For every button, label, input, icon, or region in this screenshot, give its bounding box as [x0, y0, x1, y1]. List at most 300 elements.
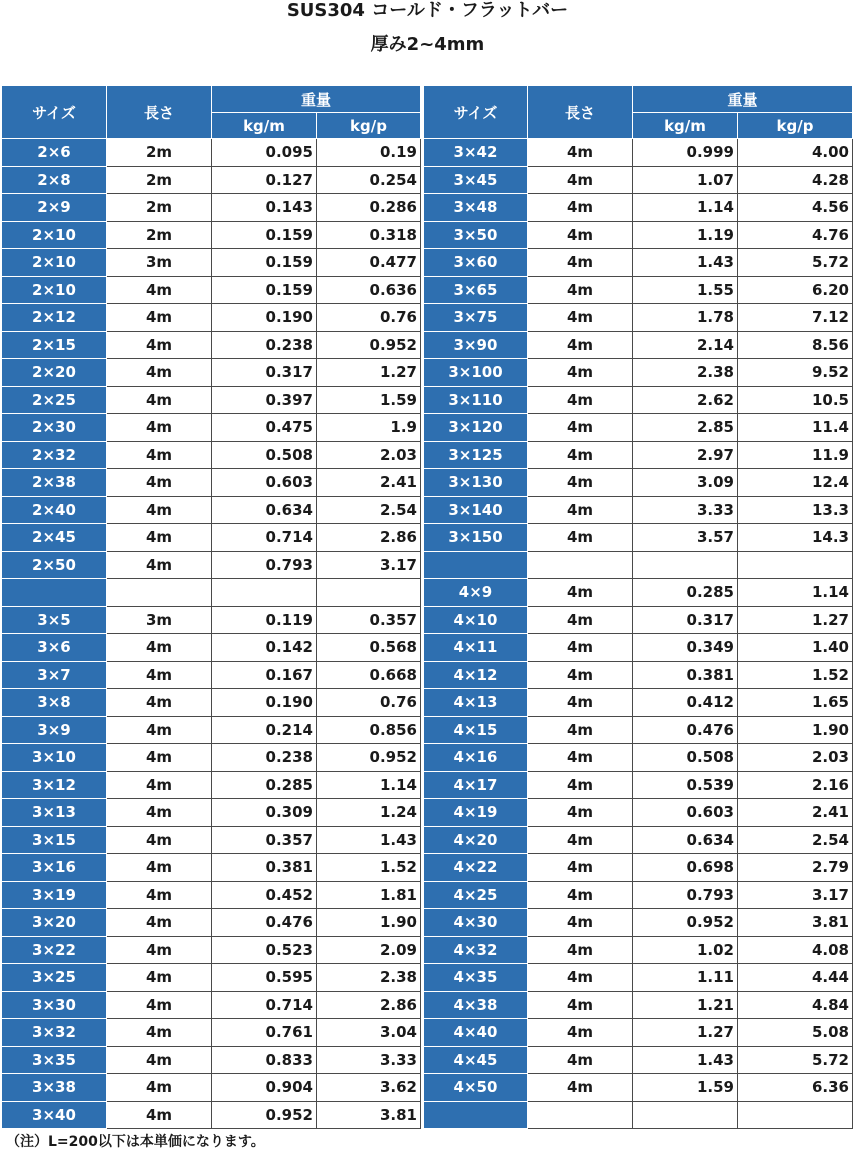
length-cell: 4m	[107, 771, 212, 799]
size-cell: 4×50	[424, 1074, 528, 1102]
length-cell: 4m	[528, 799, 633, 827]
table-row	[424, 964, 853, 992]
kg-per-piece-cell: 1.52	[317, 854, 421, 882]
length-cell: 4m	[107, 414, 212, 442]
kg-per-m-cell: 0.475	[212, 414, 317, 442]
length-cell: 4m	[107, 551, 212, 579]
kg-per-m-cell: 0.095	[212, 139, 317, 167]
table-row	[2, 964, 421, 992]
kg-per-m-cell: 0.634	[633, 826, 738, 854]
kg-per-m-cell: 0.603	[212, 469, 317, 497]
size-cell: 2×30	[2, 414, 107, 442]
price-table-left	[1, 85, 421, 1129]
length-cell: 4m	[528, 1046, 633, 1074]
table-row	[424, 854, 853, 882]
kg-per-piece-cell: 1.65	[738, 689, 853, 717]
kg-per-m-cell: 0.159	[212, 221, 317, 249]
kg-per-m-cell: 1.11	[633, 964, 738, 992]
kg-per-piece-cell: 3.04	[317, 1019, 421, 1047]
kg-per-piece-cell: 0.76	[317, 689, 421, 717]
header-kg-per-m: kg/m	[212, 113, 317, 139]
kg-per-m-cell: 1.43	[633, 249, 738, 277]
length-cell: 4m	[528, 991, 633, 1019]
kg-per-m-cell: 0.285	[212, 771, 317, 799]
length-cell: 4m	[107, 936, 212, 964]
kg-per-piece-cell	[317, 579, 421, 607]
kg-per-piece-cell	[738, 1101, 853, 1129]
length-cell: 4m	[107, 469, 212, 497]
length-cell: 4m	[107, 496, 212, 524]
size-cell: 4×45	[424, 1046, 528, 1074]
length-cell: 4m	[107, 441, 212, 469]
kg-per-m-cell: 1.07	[633, 166, 738, 194]
kg-per-piece-cell: 0.19	[317, 139, 421, 167]
length-cell: 4m	[528, 166, 633, 194]
size-cell: 2×8	[2, 166, 107, 194]
size-cell: 3×16	[2, 854, 107, 882]
length-cell: 4m	[107, 331, 212, 359]
kg-per-m-cell: 2.14	[633, 331, 738, 359]
table-row	[2, 799, 421, 827]
table-row	[2, 606, 421, 634]
kg-per-piece-cell: 11.4	[738, 414, 853, 442]
table-row	[2, 331, 421, 359]
size-cell: 2×10	[2, 249, 107, 277]
length-cell: 2m	[107, 139, 212, 167]
table-row	[424, 194, 853, 222]
table-row	[2, 359, 421, 387]
size-cell: 3×40	[2, 1101, 107, 1129]
kg-per-m-cell: 2.62	[633, 386, 738, 414]
kg-per-piece-cell: 6.36	[738, 1074, 853, 1102]
kg-per-m-cell: 0.999	[633, 139, 738, 167]
table-row	[424, 771, 853, 799]
table-row	[2, 854, 421, 882]
kg-per-piece-cell: 0.477	[317, 249, 421, 277]
table-row	[424, 524, 853, 552]
kg-per-m-cell: 0.904	[212, 1074, 317, 1102]
length-cell: 2m	[107, 221, 212, 249]
kg-per-m-cell: 2.38	[633, 359, 738, 387]
size-cell: 3×20	[2, 909, 107, 937]
header-weight: 重量	[633, 86, 853, 113]
size-cell: 3×125	[424, 441, 528, 469]
length-cell: 4m	[528, 139, 633, 167]
kg-per-piece-cell: 4.08	[738, 936, 853, 964]
kg-per-m-cell: 1.59	[633, 1074, 738, 1102]
size-cell: 3×22	[2, 936, 107, 964]
length-cell: 4m	[107, 881, 212, 909]
kg-per-piece-cell: 14.3	[738, 524, 853, 552]
kg-per-m-cell: 0.159	[212, 249, 317, 277]
table-row	[2, 936, 421, 964]
kg-per-piece-cell: 0.76	[317, 304, 421, 332]
kg-per-m-cell: 0.127	[212, 166, 317, 194]
kg-per-piece-cell: 5.08	[738, 1019, 853, 1047]
size-cell: 4×25	[424, 881, 528, 909]
size-cell: 4×11	[424, 634, 528, 662]
table-row	[2, 881, 421, 909]
table-row	[2, 414, 421, 442]
length-cell: 4m	[528, 249, 633, 277]
kg-per-piece-cell: 9.52	[738, 359, 853, 387]
length-cell: 4m	[107, 1101, 212, 1129]
kg-per-piece-cell: 8.56	[738, 331, 853, 359]
kg-per-piece-cell: 7.12	[738, 304, 853, 332]
kg-per-m-cell: 0.508	[633, 744, 738, 772]
table-row	[424, 991, 853, 1019]
size-cell: 3×60	[424, 249, 528, 277]
kg-per-m-cell: 0.793	[212, 551, 317, 579]
size-cell: 2×6	[2, 139, 107, 167]
length-cell: 4m	[528, 661, 633, 689]
length-cell: 4m	[528, 716, 633, 744]
kg-per-piece-cell: 1.27	[317, 359, 421, 387]
length-cell: 4m	[528, 331, 633, 359]
kg-per-piece-cell: 2.41	[317, 469, 421, 497]
table-row	[2, 551, 421, 579]
size-cell: 2×10	[2, 276, 107, 304]
kg-per-m-cell: 1.21	[633, 991, 738, 1019]
table-row	[424, 634, 853, 662]
kg-per-piece-cell: 2.54	[317, 496, 421, 524]
kg-per-piece-cell: 1.24	[317, 799, 421, 827]
kg-per-m-cell	[212, 579, 317, 607]
table-row	[424, 414, 853, 442]
page-title: SUS304 コールド・フラットバー	[286, 0, 569, 21]
length-cell: 4m	[528, 386, 633, 414]
length-cell: 4m	[107, 1046, 212, 1074]
kg-per-piece-cell: 1.59	[317, 386, 421, 414]
size-cell: 3×6	[2, 634, 107, 662]
kg-per-m-cell: 2.97	[633, 441, 738, 469]
size-cell: 4×35	[424, 964, 528, 992]
length-cell: 4m	[107, 661, 212, 689]
kg-per-piece-cell: 1.14	[317, 771, 421, 799]
table-row	[424, 799, 853, 827]
length-cell: 4m	[107, 1074, 212, 1102]
size-cell: 4×22	[424, 854, 528, 882]
size-cell: 4×12	[424, 661, 528, 689]
length-cell: 4m	[107, 386, 212, 414]
kg-per-m-cell: 0.634	[212, 496, 317, 524]
table-row	[2, 1046, 421, 1074]
header-weight: 重量	[212, 86, 421, 113]
kg-per-m-cell: 0.317	[212, 359, 317, 387]
table-row	[424, 166, 853, 194]
kg-per-m-cell: 0.476	[633, 716, 738, 744]
kg-per-piece-cell: 0.318	[317, 221, 421, 249]
table-row	[2, 1101, 421, 1129]
kg-per-piece-cell: 1.90	[738, 716, 853, 744]
length-cell	[528, 1101, 633, 1129]
length-cell: 4m	[528, 634, 633, 662]
size-cell: 3×65	[424, 276, 528, 304]
size-cell: 3×100	[424, 359, 528, 387]
kg-per-m-cell: 0.412	[633, 689, 738, 717]
kg-per-piece-cell	[738, 551, 853, 579]
kg-per-m-cell: 0.793	[633, 881, 738, 909]
table-row	[2, 1074, 421, 1102]
table-row	[424, 744, 853, 772]
size-cell: 3×12	[2, 771, 107, 799]
table-row	[424, 496, 853, 524]
kg-per-m-cell: 3.57	[633, 524, 738, 552]
header-length: 長さ	[107, 86, 212, 139]
kg-per-m-cell: 0.159	[212, 276, 317, 304]
kg-per-m-cell: 0.119	[212, 606, 317, 634]
header-kg-per-m: kg/m	[633, 113, 738, 139]
size-cell: 4×40	[424, 1019, 528, 1047]
kg-per-piece-cell: 13.3	[738, 496, 853, 524]
table-row	[424, 936, 853, 964]
size-cell	[2, 579, 107, 607]
kg-per-m-cell: 0.476	[212, 909, 317, 937]
size-cell: 4×20	[424, 826, 528, 854]
table-row	[2, 689, 421, 717]
size-cell: 4×13	[424, 689, 528, 717]
price-table-right	[423, 85, 853, 1129]
length-cell: 4m	[528, 1074, 633, 1102]
table-row	[2, 634, 421, 662]
size-cell: 3×35	[2, 1046, 107, 1074]
kg-per-m-cell: 0.761	[212, 1019, 317, 1047]
kg-per-m-cell: 1.43	[633, 1046, 738, 1074]
kg-per-piece-cell: 0.636	[317, 276, 421, 304]
kg-per-piece-cell: 1.27	[738, 606, 853, 634]
length-cell: 4m	[107, 799, 212, 827]
kg-per-piece-cell: 1.52	[738, 661, 853, 689]
length-cell: 4m	[107, 634, 212, 662]
kg-per-piece-cell: 3.81	[317, 1101, 421, 1129]
header-length: 長さ	[528, 86, 633, 139]
kg-per-m-cell: 0.167	[212, 661, 317, 689]
length-cell: 4m	[107, 854, 212, 882]
kg-per-piece-cell: 3.81	[738, 909, 853, 937]
table-row	[2, 469, 421, 497]
kg-per-piece-cell: 1.14	[738, 579, 853, 607]
length-cell: 4m	[528, 221, 633, 249]
size-cell: 2×10	[2, 221, 107, 249]
size-cell: 4×15	[424, 716, 528, 744]
kg-per-m-cell: 0.714	[212, 991, 317, 1019]
kg-per-m-cell: 3.33	[633, 496, 738, 524]
table-row	[2, 744, 421, 772]
length-cell: 4m	[528, 744, 633, 772]
table-row	[424, 441, 853, 469]
length-cell: 4m	[107, 276, 212, 304]
kg-per-m-cell: 1.14	[633, 194, 738, 222]
length-cell: 4m	[528, 1019, 633, 1047]
table-row	[424, 249, 853, 277]
size-cell: 3×38	[2, 1074, 107, 1102]
table-row	[424, 221, 853, 249]
table-row	[424, 469, 853, 497]
length-cell: 4m	[528, 304, 633, 332]
kg-per-m-cell: 0.349	[633, 634, 738, 662]
table-row	[2, 386, 421, 414]
length-cell: 4m	[528, 441, 633, 469]
kg-per-piece-cell: 0.357	[317, 606, 421, 634]
table-row	[424, 606, 853, 634]
kg-per-m-cell: 0.603	[633, 799, 738, 827]
length-cell: 4m	[107, 359, 212, 387]
kg-per-piece-cell: 0.856	[317, 716, 421, 744]
kg-per-piece-cell: 4.56	[738, 194, 853, 222]
kg-per-piece-cell: 2.38	[317, 964, 421, 992]
length-cell: 4m	[528, 194, 633, 222]
table-row	[2, 249, 421, 277]
table-row	[2, 496, 421, 524]
table-row	[424, 386, 853, 414]
kg-per-m-cell: 0.309	[212, 799, 317, 827]
kg-per-piece-cell: 4.84	[738, 991, 853, 1019]
kg-per-m-cell: 2.85	[633, 414, 738, 442]
kg-per-piece-cell: 3.17	[738, 881, 853, 909]
length-cell: 4m	[528, 771, 633, 799]
kg-per-piece-cell: 1.90	[317, 909, 421, 937]
kg-per-m-cell: 1.27	[633, 1019, 738, 1047]
kg-per-m-cell: 3.09	[633, 469, 738, 497]
table-row	[2, 276, 421, 304]
kg-per-piece-cell: 0.668	[317, 661, 421, 689]
kg-per-piece-cell: 2.86	[317, 524, 421, 552]
header-size: サイズ	[2, 86, 107, 139]
kg-per-piece-cell: 2.41	[738, 799, 853, 827]
size-cell: 2×32	[2, 441, 107, 469]
kg-per-m-cell: 0.214	[212, 716, 317, 744]
table-row	[2, 909, 421, 937]
length-cell: 4m	[107, 744, 212, 772]
size-cell: 3×7	[2, 661, 107, 689]
kg-per-m-cell: 0.142	[212, 634, 317, 662]
size-cell: 3×30	[2, 991, 107, 1019]
kg-per-m-cell: 0.317	[633, 606, 738, 634]
kg-per-piece-cell: 2.03	[317, 441, 421, 469]
size-cell: 4×32	[424, 936, 528, 964]
kg-per-piece-cell: 3.17	[317, 551, 421, 579]
size-cell: 2×15	[2, 331, 107, 359]
kg-per-m-cell: 0.952	[212, 1101, 317, 1129]
length-cell: 4m	[107, 304, 212, 332]
kg-per-piece-cell: 3.62	[317, 1074, 421, 1102]
length-cell: 4m	[528, 606, 633, 634]
kg-per-piece-cell: 0.568	[317, 634, 421, 662]
size-cell: 2×9	[2, 194, 107, 222]
kg-per-m-cell: 0.452	[212, 881, 317, 909]
kg-per-m-cell: 0.190	[212, 304, 317, 332]
kg-per-m-cell: 0.238	[212, 331, 317, 359]
kg-per-m-cell: 0.397	[212, 386, 317, 414]
table-row	[424, 579, 853, 607]
size-cell	[424, 551, 528, 579]
table-row	[424, 1074, 853, 1102]
header-kg-per-piece: kg/p	[317, 113, 421, 139]
size-cell: 3×90	[424, 331, 528, 359]
kg-per-m-cell: 0.523	[212, 936, 317, 964]
size-cell: 2×12	[2, 304, 107, 332]
size-cell: 3×150	[424, 524, 528, 552]
table-row	[2, 826, 421, 854]
kg-per-piece-cell: 4.00	[738, 139, 853, 167]
kg-per-piece-cell: 1.9	[317, 414, 421, 442]
length-cell: 4m	[107, 689, 212, 717]
table-row	[424, 716, 853, 744]
table-row	[424, 139, 853, 167]
size-cell: 3×140	[424, 496, 528, 524]
length-cell: 4m	[528, 881, 633, 909]
length-cell: 4m	[528, 689, 633, 717]
length-cell: 4m	[528, 936, 633, 964]
size-cell: 3×75	[424, 304, 528, 332]
table-row	[2, 221, 421, 249]
kg-per-m-cell: 0.508	[212, 441, 317, 469]
kg-per-piece-cell: 2.03	[738, 744, 853, 772]
table-row	[424, 1101, 853, 1129]
length-cell: 4m	[528, 964, 633, 992]
kg-per-m-cell: 0.952	[633, 909, 738, 937]
kg-per-m-cell	[633, 1101, 738, 1129]
size-cell: 4×17	[424, 771, 528, 799]
header-kg-per-piece: kg/p	[738, 113, 853, 139]
table-row	[2, 194, 421, 222]
kg-per-m-cell	[633, 551, 738, 579]
kg-per-m-cell: 0.381	[212, 854, 317, 882]
length-cell: 4m	[528, 524, 633, 552]
kg-per-piece-cell: 6.20	[738, 276, 853, 304]
length-cell: 4m	[107, 524, 212, 552]
size-cell: 2×25	[2, 386, 107, 414]
kg-per-m-cell: 0.698	[633, 854, 738, 882]
kg-per-m-cell: 0.190	[212, 689, 317, 717]
size-cell: 3×32	[2, 1019, 107, 1047]
table-row	[424, 826, 853, 854]
size-cell: 3×10	[2, 744, 107, 772]
length-cell: 4m	[528, 854, 633, 882]
size-cell: 3×45	[424, 166, 528, 194]
table-row	[2, 716, 421, 744]
length-cell: 4m	[528, 496, 633, 524]
table-row	[2, 661, 421, 689]
length-cell: 4m	[528, 579, 633, 607]
size-cell: 3×48	[424, 194, 528, 222]
length-cell: 2m	[107, 194, 212, 222]
kg-per-piece-cell: 11.9	[738, 441, 853, 469]
size-cell: 4×16	[424, 744, 528, 772]
table-row	[2, 304, 421, 332]
length-cell: 4m	[528, 414, 633, 442]
length-cell: 4m	[107, 964, 212, 992]
table-row	[424, 551, 853, 579]
kg-per-m-cell: 1.55	[633, 276, 738, 304]
length-cell: 4m	[107, 1019, 212, 1047]
table-row	[2, 139, 421, 167]
kg-per-piece-cell: 12.4	[738, 469, 853, 497]
size-cell: 2×20	[2, 359, 107, 387]
table-row	[2, 991, 421, 1019]
table-row	[424, 331, 853, 359]
table-row	[424, 304, 853, 332]
size-cell: 3×50	[424, 221, 528, 249]
size-cell: 2×50	[2, 551, 107, 579]
table-row	[424, 689, 853, 717]
size-cell: 3×120	[424, 414, 528, 442]
length-cell: 4m	[528, 826, 633, 854]
kg-per-piece-cell: 5.72	[738, 249, 853, 277]
kg-per-m-cell: 0.714	[212, 524, 317, 552]
kg-per-m-cell: 0.539	[633, 771, 738, 799]
size-cell: 2×45	[2, 524, 107, 552]
